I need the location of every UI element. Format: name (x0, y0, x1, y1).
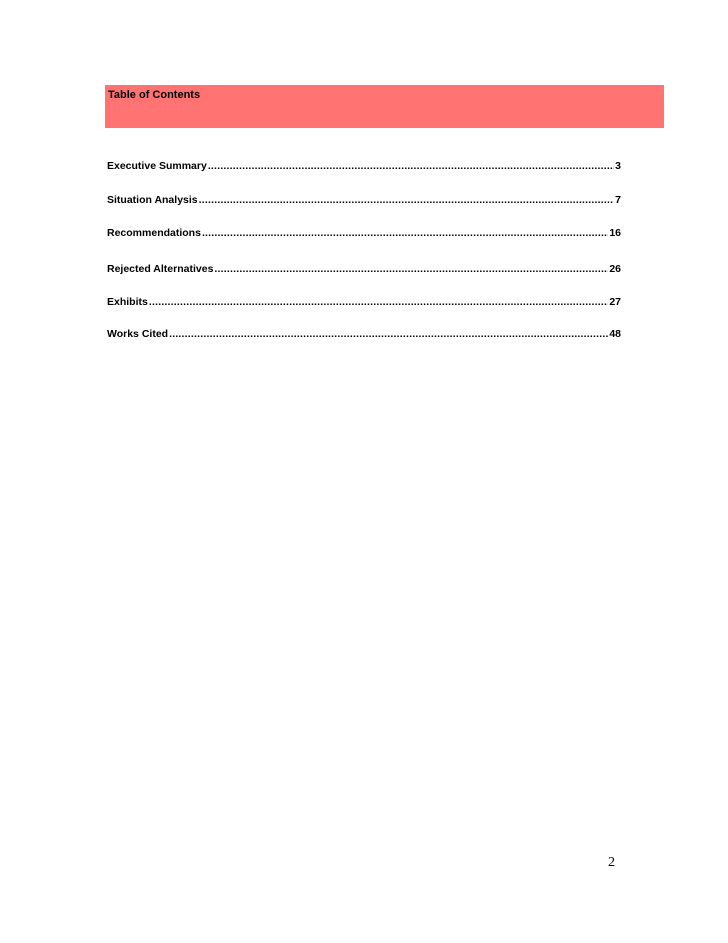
toc-entry-recommendations[interactable] (107, 226, 621, 240)
toc-dot-leader (199, 193, 615, 207)
page-number: 2 (608, 855, 615, 870)
toc-entry-page: 26 (609, 263, 621, 275)
toc-entry-label: Executive Summary (107, 160, 207, 172)
toc-dot-leader (149, 295, 608, 309)
toc-dot-leader (202, 226, 608, 240)
toc-entry-page: 16 (609, 227, 621, 239)
toc-entry-rejected-alternatives[interactable] (107, 262, 621, 276)
toc-header-band (105, 85, 664, 128)
toc-entry-label: Rejected Alternatives (107, 263, 214, 275)
toc-entry-executive-summary[interactable] (107, 159, 621, 173)
toc-entry-label: Recommendations (107, 227, 201, 239)
toc-entry-works-cited[interactable] (107, 327, 621, 341)
toc-entry-label: Situation Analysis (107, 194, 198, 206)
toc-title: Table of Contents (108, 89, 201, 101)
toc-entry-page: 7 (615, 194, 621, 206)
toc-entry-exhibits[interactable] (107, 295, 621, 309)
toc-entry-label: Works Cited (107, 328, 169, 340)
toc-entry-label: Exhibits (107, 296, 148, 308)
toc-dot-leader (214, 262, 608, 276)
toc-entry-page: 27 (609, 296, 621, 308)
toc-entry-page: 3 (615, 160, 621, 172)
toc-dot-leader (208, 159, 614, 173)
toc-entry-situation-analysis[interactable] (107, 193, 621, 207)
toc-dot-leader (169, 327, 608, 341)
toc-entry-page: 48 (609, 328, 621, 340)
